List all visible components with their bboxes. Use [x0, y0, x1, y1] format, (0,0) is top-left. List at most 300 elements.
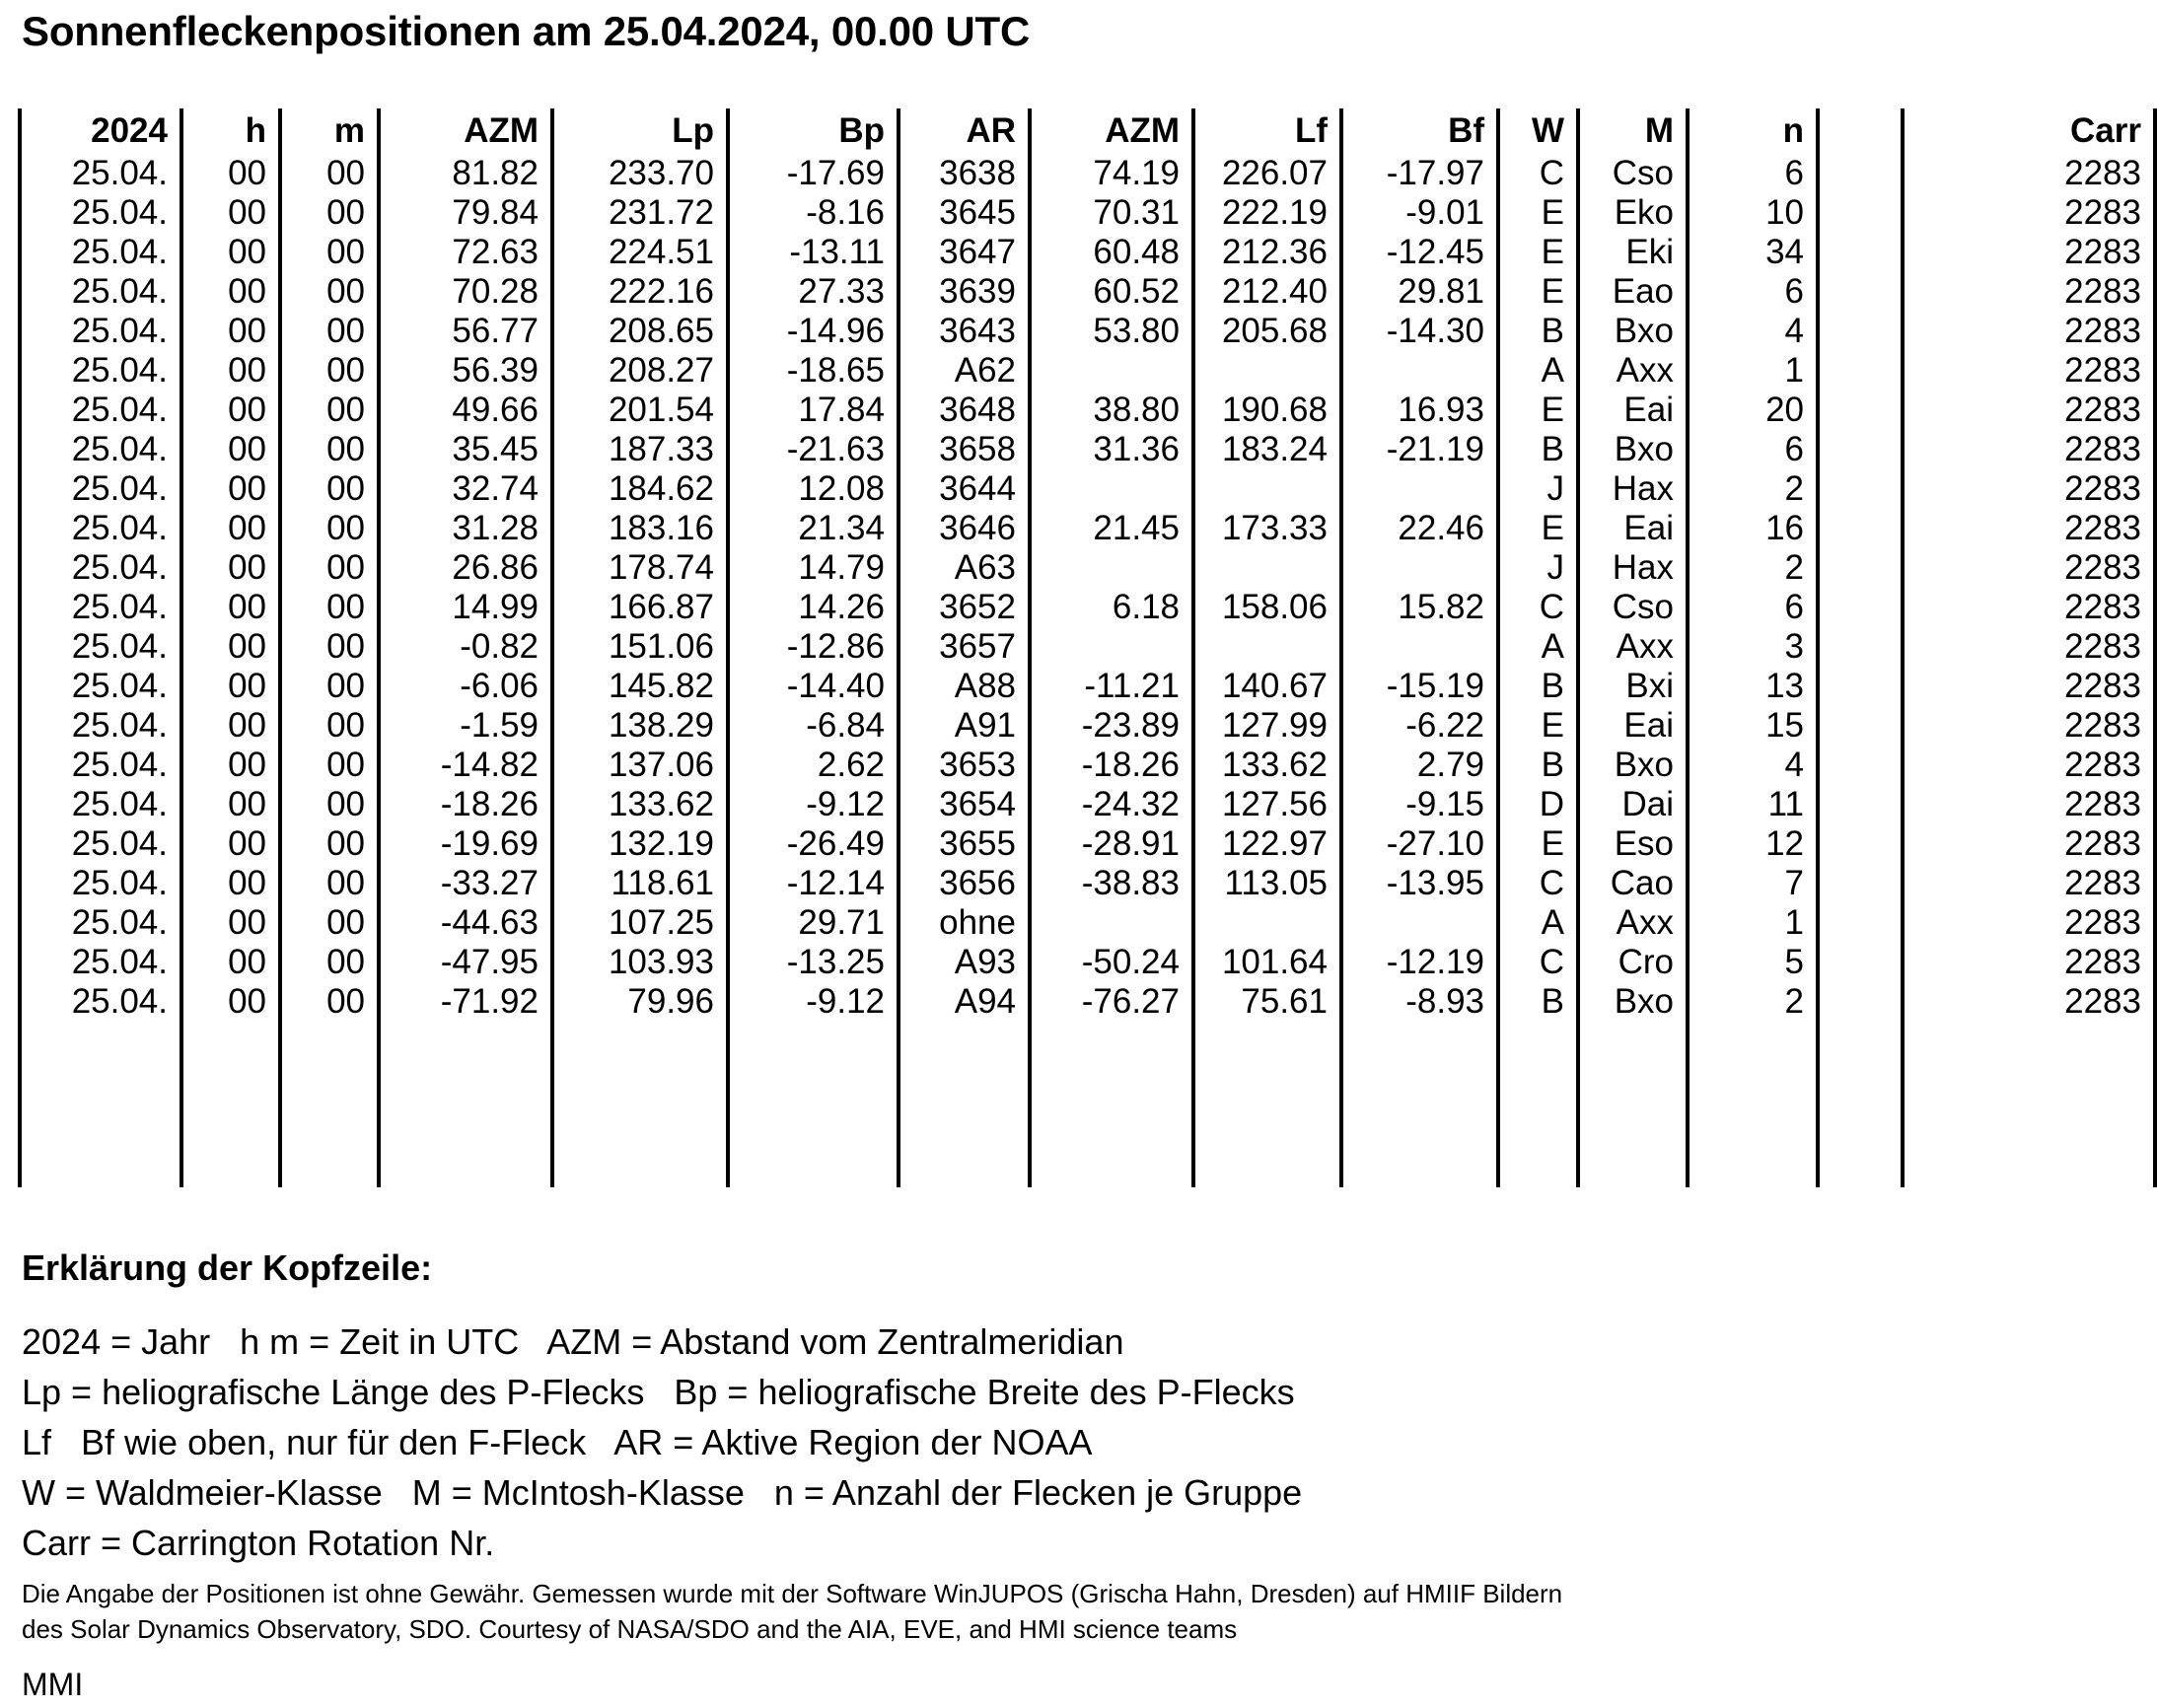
cell-azm-f: [1030, 903, 1193, 943]
cell-azm-p: -19.69: [379, 824, 552, 864]
cell-hour: 00: [181, 469, 280, 509]
cell-azm-p: -33.27: [379, 864, 552, 903]
cell-w: D: [1498, 785, 1578, 824]
column-header-minute: m: [280, 108, 379, 154]
cell-ar: A63: [899, 548, 1030, 588]
cell-ar: 3644: [899, 469, 1030, 509]
cell-carr: 2283: [1903, 824, 2155, 864]
cell-bf: -12.45: [1341, 233, 1498, 272]
cell-lp: 103.93: [552, 943, 728, 982]
cell-empty: [552, 1022, 728, 1063]
cell-hour: 00: [181, 233, 280, 272]
cell-bp: 29.71: [728, 903, 899, 943]
cell-empty: [1193, 1022, 1341, 1063]
cell-ar: 3647: [899, 233, 1030, 272]
cell-n: 4: [1688, 746, 1818, 785]
cell-m: Bxo: [1578, 746, 1688, 785]
explanation-heading: Erklärung der Kopfzeile:: [22, 1247, 433, 1288]
cell-date: 25.04.: [20, 154, 181, 193]
table-row: [20, 746, 2155, 785]
cell-empty: [552, 1063, 728, 1104]
cell-w: E: [1498, 233, 1578, 272]
cell-gap: [1818, 943, 1903, 982]
cell-azm-f: 6.18: [1030, 588, 1193, 627]
cell-ar: 3643: [899, 312, 1030, 351]
cell-lp: 118.61: [552, 864, 728, 903]
cell-azm-f: -38.83: [1030, 864, 1193, 903]
cell-empty: [728, 1104, 899, 1146]
cell-w: B: [1498, 667, 1578, 706]
cell-hour: 00: [181, 391, 280, 430]
cell-empty: [1688, 1063, 1818, 1104]
cell-gap: [1818, 233, 1903, 272]
cell-m: Eai: [1578, 391, 1688, 430]
cell-lf: 75.61: [1193, 982, 1341, 1022]
cell-lf: 140.67: [1193, 667, 1341, 706]
cell-date: 25.04.: [20, 746, 181, 785]
author-signature: MMI: [22, 1667, 84, 1702]
cell-minute: 00: [280, 667, 379, 706]
cell-n: 13: [1688, 667, 1818, 706]
cell-w: E: [1498, 706, 1578, 746]
table-row: [20, 667, 2155, 706]
cell-bp: -21.63: [728, 430, 899, 469]
cell-w: C: [1498, 864, 1578, 903]
cell-empty: [899, 1146, 1030, 1187]
cell-bp: -14.96: [728, 312, 899, 351]
cell-n: 1: [1688, 903, 1818, 943]
cell-empty: [552, 1146, 728, 1187]
cell-m: Eki: [1578, 233, 1688, 272]
column-header-year: 2024: [20, 108, 181, 154]
cell-w: E: [1498, 272, 1578, 312]
cell-azm-p: 32.74: [379, 469, 552, 509]
cell-lf: 122.97: [1193, 824, 1341, 864]
cell-hour: 00: [181, 548, 280, 588]
page-title: Sonnenfleckenpositionen am 25.04.2024, 00.00 UTC: [22, 8, 1031, 54]
cell-azm-p: -44.63: [379, 903, 552, 943]
cell-azm-f: 53.80: [1030, 312, 1193, 351]
cell-lf: [1193, 469, 1341, 509]
cell-empty: [1818, 1022, 1903, 1063]
cell-n: 7: [1688, 864, 1818, 903]
cell-w: C: [1498, 943, 1578, 982]
cell-gap: [1818, 746, 1903, 785]
cell-m: Hax: [1578, 548, 1688, 588]
cell-date: 25.04.: [20, 785, 181, 824]
column-header-spacer: [1818, 108, 1903, 154]
cell-w: E: [1498, 509, 1578, 548]
cell-lp: 222.16: [552, 272, 728, 312]
cell-azm-p: 81.82: [379, 154, 552, 193]
cell-bf: -12.19: [1341, 943, 1498, 982]
cell-lf: 158.06: [1193, 588, 1341, 627]
cell-minute: 00: [280, 272, 379, 312]
cell-n: 1: [1688, 351, 1818, 391]
cell-empty: [1341, 1063, 1498, 1104]
cell-bp: 2.62: [728, 746, 899, 785]
cell-azm-p: -71.92: [379, 982, 552, 1022]
cell-empty: [1193, 1063, 1341, 1104]
cell-carr: 2283: [1903, 627, 2155, 667]
cell-n: 6: [1688, 272, 1818, 312]
table-row: [20, 903, 2155, 943]
cell-minute: 00: [280, 746, 379, 785]
table-row: [20, 154, 2155, 193]
cell-ar: 3645: [899, 193, 1030, 233]
explanation-line: Lf Bf wie oben, nur für den F-Fleck AR = Aktive Region der NOAA: [22, 1422, 1093, 1462]
cell-gap: [1818, 509, 1903, 548]
cell-m: Hax: [1578, 469, 1688, 509]
cell-empty: [728, 1063, 899, 1104]
cell-gap: [1818, 627, 1903, 667]
cell-azm-p: 72.63: [379, 233, 552, 272]
cell-empty: [899, 1104, 1030, 1146]
cell-carr: 2283: [1903, 746, 2155, 785]
cell-hour: 00: [181, 824, 280, 864]
table-row: [20, 982, 2155, 1022]
column-header-azm-p: AZM: [379, 108, 552, 154]
cell-gap: [1818, 667, 1903, 706]
cell-bf: -9.15: [1341, 785, 1498, 824]
cell-lf: 127.99: [1193, 706, 1341, 746]
cell-bf: -17.97: [1341, 154, 1498, 193]
cell-hour: 00: [181, 154, 280, 193]
cell-azm-p: 35.45: [379, 430, 552, 469]
cell-ar: 3656: [899, 864, 1030, 903]
cell-date: 25.04.: [20, 391, 181, 430]
cell-lp: 133.62: [552, 785, 728, 824]
cell-lf: 173.33: [1193, 509, 1341, 548]
cell-ar: 3646: [899, 509, 1030, 548]
cell-w: B: [1498, 746, 1578, 785]
cell-gap: [1818, 154, 1903, 193]
cell-carr: 2283: [1903, 667, 2155, 706]
cell-carr: 2283: [1903, 943, 2155, 982]
cell-empty: [280, 1063, 379, 1104]
cell-azm-p: -6.06: [379, 667, 552, 706]
cell-lp: 166.87: [552, 588, 728, 627]
cell-empty: [280, 1104, 379, 1146]
cell-bf: -27.10: [1341, 824, 1498, 864]
cell-bf: [1341, 903, 1498, 943]
cell-gap: [1818, 312, 1903, 351]
cell-w: B: [1498, 430, 1578, 469]
cell-hour: 00: [181, 667, 280, 706]
cell-n: 2: [1688, 982, 1818, 1022]
cell-azm-f: 38.80: [1030, 391, 1193, 430]
cell-empty: [1818, 1104, 1903, 1146]
cell-empty: [20, 1022, 181, 1063]
cell-ar: 3654: [899, 785, 1030, 824]
cell-ar: 3648: [899, 391, 1030, 430]
cell-empty: [552, 1104, 728, 1146]
cell-hour: 00: [181, 864, 280, 903]
cell-m: Cso: [1578, 154, 1688, 193]
table-row: [20, 864, 2155, 903]
cell-minute: 00: [280, 864, 379, 903]
cell-n: 12: [1688, 824, 1818, 864]
cell-azm-p: -18.26: [379, 785, 552, 824]
table-row: [20, 785, 2155, 824]
cell-empty: [1341, 1146, 1498, 1187]
cell-empty: [1903, 1063, 2155, 1104]
cell-n: 10: [1688, 193, 1818, 233]
table-row: [20, 351, 2155, 391]
cell-carr: 2283: [1903, 903, 2155, 943]
cell-ar: A62: [899, 351, 1030, 391]
cell-lf: 205.68: [1193, 312, 1341, 351]
cell-lp: 201.54: [552, 391, 728, 430]
column-header-m: M: [1578, 108, 1688, 154]
cell-bf: -21.19: [1341, 430, 1498, 469]
table-row: [20, 391, 2155, 430]
cell-hour: 00: [181, 943, 280, 982]
cell-bf: [1341, 351, 1498, 391]
column-header-azm-f: AZM: [1030, 108, 1193, 154]
cell-azm-p: 31.28: [379, 509, 552, 548]
cell-gap: [1818, 469, 1903, 509]
cell-carr: 2283: [1903, 391, 2155, 430]
cell-lp: 138.29: [552, 706, 728, 746]
cell-n: 2: [1688, 469, 1818, 509]
cell-azm-f: 74.19: [1030, 154, 1193, 193]
cell-gap: [1818, 588, 1903, 627]
cell-hour: 00: [181, 351, 280, 391]
cell-empty: [1903, 1022, 2155, 1063]
cell-hour: 00: [181, 746, 280, 785]
cell-carr: 2283: [1903, 864, 2155, 903]
cell-minute: 00: [280, 982, 379, 1022]
explanation-line: W = Waldmeier-Klasse M = McIntosh-Klasse n = Anzahl der Flecken je Gruppe: [22, 1472, 1303, 1513]
cell-bf: -9.01: [1341, 193, 1498, 233]
cell-hour: 00: [181, 312, 280, 351]
cell-m: Eso: [1578, 824, 1688, 864]
cell-azm-p: 26.86: [379, 548, 552, 588]
cell-empty: [1578, 1146, 1688, 1187]
cell-date: 25.04.: [20, 509, 181, 548]
cell-minute: 00: [280, 312, 379, 351]
cell-m: Axx: [1578, 903, 1688, 943]
cell-m: Bxo: [1578, 312, 1688, 351]
cell-empty: [280, 1022, 379, 1063]
cell-bp: -12.86: [728, 627, 899, 667]
column-header-ar: AR: [899, 108, 1030, 154]
column-header-bp: Bp: [728, 108, 899, 154]
cell-azm-p: 49.66: [379, 391, 552, 430]
cell-date: 25.04.: [20, 706, 181, 746]
cell-ar: 3657: [899, 627, 1030, 667]
cell-lp: 233.70: [552, 154, 728, 193]
cell-gap: [1818, 193, 1903, 233]
cell-m: Bxi: [1578, 667, 1688, 706]
cell-w: E: [1498, 824, 1578, 864]
explanation-line: Carr = Carrington Rotation Nr.: [22, 1523, 495, 1563]
cell-minute: 00: [280, 627, 379, 667]
cell-bf: -15.19: [1341, 667, 1498, 706]
explanation-line: 2024 = Jahr h m = Zeit in UTC AZM = Abstand vom Zentralmeridian: [22, 1321, 1124, 1362]
cell-empty: [1030, 1022, 1193, 1063]
cell-empty: [1818, 1146, 1903, 1187]
cell-w: B: [1498, 982, 1578, 1022]
cell-lp: 183.16: [552, 509, 728, 548]
cell-lf: [1193, 548, 1341, 588]
cell-lf: 183.24: [1193, 430, 1341, 469]
cell-w: E: [1498, 193, 1578, 233]
table-row: [20, 312, 2155, 351]
cell-m: Eai: [1578, 706, 1688, 746]
column-header-lp: Lp: [552, 108, 728, 154]
cell-empty: [1030, 1063, 1193, 1104]
cell-n: 5: [1688, 943, 1818, 982]
cell-lp: 178.74: [552, 548, 728, 588]
cell-n: 2: [1688, 548, 1818, 588]
cell-empty: [1903, 1146, 2155, 1187]
cell-gap: [1818, 548, 1903, 588]
cell-gap: [1818, 982, 1903, 1022]
table-row: [20, 588, 2155, 627]
cell-empty: [379, 1063, 552, 1104]
cell-hour: 00: [181, 627, 280, 667]
cell-bp: -12.14: [728, 864, 899, 903]
table-row: [20, 193, 2155, 233]
cell-minute: 00: [280, 233, 379, 272]
table-empty-row: [20, 1063, 2155, 1104]
cell-bp: 17.84: [728, 391, 899, 430]
cell-w: J: [1498, 469, 1578, 509]
cell-ar: A93: [899, 943, 1030, 982]
cell-azm-p: -14.82: [379, 746, 552, 785]
cell-w: A: [1498, 351, 1578, 391]
cell-date: 25.04.: [20, 588, 181, 627]
explanation-text: [22, 1317, 1302, 1568]
cell-m: Cao: [1578, 864, 1688, 903]
cell-minute: 00: [280, 903, 379, 943]
cell-carr: 2283: [1903, 548, 2155, 588]
cell-bp: -9.12: [728, 982, 899, 1022]
cell-carr: 2283: [1903, 982, 2155, 1022]
cell-ar: 3652: [899, 588, 1030, 627]
cell-gap: [1818, 391, 1903, 430]
column-header-w: W: [1498, 108, 1578, 154]
cell-azm-f: [1030, 469, 1193, 509]
cell-bp: 12.08: [728, 469, 899, 509]
cell-lp: 208.65: [552, 312, 728, 351]
column-header-lf: Lf: [1193, 108, 1341, 154]
cell-azm-f: [1030, 351, 1193, 391]
sunspot-positions-table: [18, 108, 2157, 1187]
column-header-carr: Carr: [1903, 108, 2155, 154]
table-empty-row: [20, 1146, 2155, 1187]
cell-lf: [1193, 351, 1341, 391]
cell-empty: [1341, 1022, 1498, 1063]
cell-date: 25.04.: [20, 943, 181, 982]
table-empty-row: [20, 1022, 2155, 1063]
sunspot-table-container: [18, 108, 2141, 1187]
cell-n: 6: [1688, 430, 1818, 469]
cell-bp: 14.79: [728, 548, 899, 588]
cell-date: 25.04.: [20, 233, 181, 272]
cell-empty: [1193, 1146, 1341, 1187]
cell-hour: 00: [181, 706, 280, 746]
cell-minute: 00: [280, 509, 379, 548]
cell-carr: 2283: [1903, 154, 2155, 193]
cell-empty: [899, 1022, 1030, 1063]
cell-bf: 15.82: [1341, 588, 1498, 627]
cell-bf: -6.22: [1341, 706, 1498, 746]
cell-date: 25.04.: [20, 193, 181, 233]
cell-empty: [379, 1104, 552, 1146]
cell-empty: [1498, 1104, 1578, 1146]
cell-m: Bxo: [1578, 982, 1688, 1022]
cell-minute: 00: [280, 154, 379, 193]
cell-m: Bxo: [1578, 430, 1688, 469]
cell-empty: [1030, 1146, 1193, 1187]
disclaimer-line: des Solar Dynamics Observatory, SDO. Courtesy of NASA/SDO and the AIA, EVE, and HMI science teams: [22, 1614, 1238, 1644]
cell-azm-f: -18.26: [1030, 746, 1193, 785]
cell-empty: [379, 1146, 552, 1187]
cell-carr: 2283: [1903, 469, 2155, 509]
cell-w: J: [1498, 548, 1578, 588]
cell-empty: [181, 1146, 280, 1187]
cell-m: Axx: [1578, 351, 1688, 391]
cell-empty: [1578, 1104, 1688, 1146]
cell-bf: 22.46: [1341, 509, 1498, 548]
column-header-bf: Bf: [1341, 108, 1498, 154]
cell-carr: 2283: [1903, 785, 2155, 824]
table-row: [20, 469, 2155, 509]
cell-m: Axx: [1578, 627, 1688, 667]
cell-n: 4: [1688, 312, 1818, 351]
cell-gap: [1818, 903, 1903, 943]
cell-bf: 29.81: [1341, 272, 1498, 312]
cell-gap: [1818, 785, 1903, 824]
cell-hour: 00: [181, 272, 280, 312]
cell-empty: [1578, 1063, 1688, 1104]
cell-carr: 2283: [1903, 233, 2155, 272]
cell-date: 25.04.: [20, 824, 181, 864]
cell-azm-f: 21.45: [1030, 509, 1193, 548]
cell-hour: 00: [181, 509, 280, 548]
cell-hour: 00: [181, 982, 280, 1022]
table-row: [20, 943, 2155, 982]
cell-date: 25.04.: [20, 627, 181, 667]
cell-azm-f: 31.36: [1030, 430, 1193, 469]
cell-n: 34: [1688, 233, 1818, 272]
cell-carr: 2283: [1903, 509, 2155, 548]
cell-w: A: [1498, 627, 1578, 667]
cell-hour: 00: [181, 785, 280, 824]
cell-empty: [1688, 1146, 1818, 1187]
cell-lf: 113.05: [1193, 864, 1341, 903]
cell-lf: 222.19: [1193, 193, 1341, 233]
cell-azm-f: -50.24: [1030, 943, 1193, 982]
cell-date: 25.04.: [20, 667, 181, 706]
cell-bp: 27.33: [728, 272, 899, 312]
cell-minute: 00: [280, 785, 379, 824]
cell-azm-p: -1.59: [379, 706, 552, 746]
cell-gap: [1818, 430, 1903, 469]
cell-lp: 224.51: [552, 233, 728, 272]
cell-date: 25.04.: [20, 272, 181, 312]
cell-lf: [1193, 903, 1341, 943]
cell-empty: [1498, 1146, 1578, 1187]
column-header-hour: h: [181, 108, 280, 154]
cell-ar: 3655: [899, 824, 1030, 864]
cell-empty: [1903, 1104, 2155, 1146]
table-empty-row: [20, 1104, 2155, 1146]
cell-carr: 2283: [1903, 312, 2155, 351]
